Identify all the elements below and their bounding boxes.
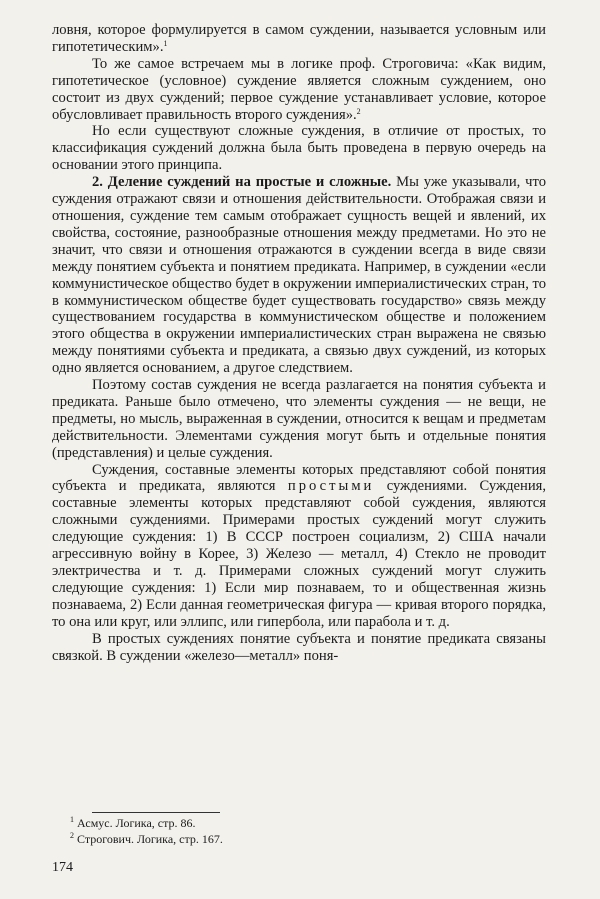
term-complex: сложными [52,512,118,529]
footnote: $^2$ Строгович. Логика, стр. 167. [70,831,223,846]
paragraph-simple-complex: Суждения, составные элементы которых представляют собой понятия субъекта и предиката, являются простыми суждениями. Суждения, составные элементы которых представляют собой суждения, являются сложными суждениями. Примерами простых суждений могут служить следующие суждения: 1) В СССР построен социализм, 2) США начали агрессивную войну в Корее, 3) Железо — металл, 4) Стекло не проводит электричества и т. д. Примерами сложных суждений могут служить следующие суждения: 1) Если мир познаваем, то и общественная жизнь познаваема, 2) Если данная геометрическая фигура — кривая второго порядка, то она или круг, или эллипс, или гипербола, или парабола и т. д. [52,461,546,630]
paragraph-composition: Поэтому состав суждения не всегда разлагается на понятия субъекта и предиката. Раньше было отмечено, что элементы суждения — не вещи, не предметы, но мысль, выраженная в суждении, относится к вещам и предметам действительности. Элементами суждения могут быть и отдельные понятия (представления) и целые суждения. [52,377,546,461]
footnote: $^1$ Асмус. Логика, стр. 86. [70,815,196,830]
footnote-ref: 2 [356,106,361,116]
paragraph-continuation: ловня, которое формулируется в самом суждении, называется условным или гипотетическим».$^1$ [52,22,546,55]
paragraph-section-2: 2. Деление суждений на простые и сложные. Мы уже указывали, что суждения отражают связи и отношения действительности. Отображая связи и отношения, суждение тем самым отображает сущность вещей и явлений, их свойства, состояние, разнообразные отношения между предметами. Но это не значит, что связи и отношения отражаются в суждении всегда в виде связи между понятием субъекта и понятием предиката. Например, в суждении «если коммунистическое общество будет в окружении империалистических стран, то в коммунистическом обществе будет существовать государство» связь между существованием государства в коммунистическом обществе и положением этого общества в окружении империалистических стран выражена не связью между понятиями субъекта и предиката, а связью двух суждений, из которых одно является основанием, а другое следствием. [52,174,546,377]
footnote-ref: 1 [163,38,168,48]
section-heading: 2. Деление суждений на простые и сложные. [92,174,392,191]
paragraph-complex-classification: Но если существуют сложные суждения, в отличие от простых, то классификация суждений должна была быть проведена в первую очередь на основании этого принципа. [52,123,546,174]
term-simple: простыми [287,478,375,495]
footnotes [70,815,540,847]
footnote-divider [92,812,220,813]
page-number: 174 [52,860,73,875]
paragraph-strogovich-quote: То же самое встречаем мы в логике проф. Строговича: «Как видим, гипотетическое (условное) суждение является сложным суждением, оно состоит из двух суждений; первое суждение устанавливает условие, которое обусловливает правильность второго суждения».$^2$ [52,55,546,123]
paragraph-copula: В простых суждениях понятие субъекта и понятие предиката связаны связкой. В суждении «железо—металл» поня- [52,630,546,664]
main-text [52,22,546,664]
